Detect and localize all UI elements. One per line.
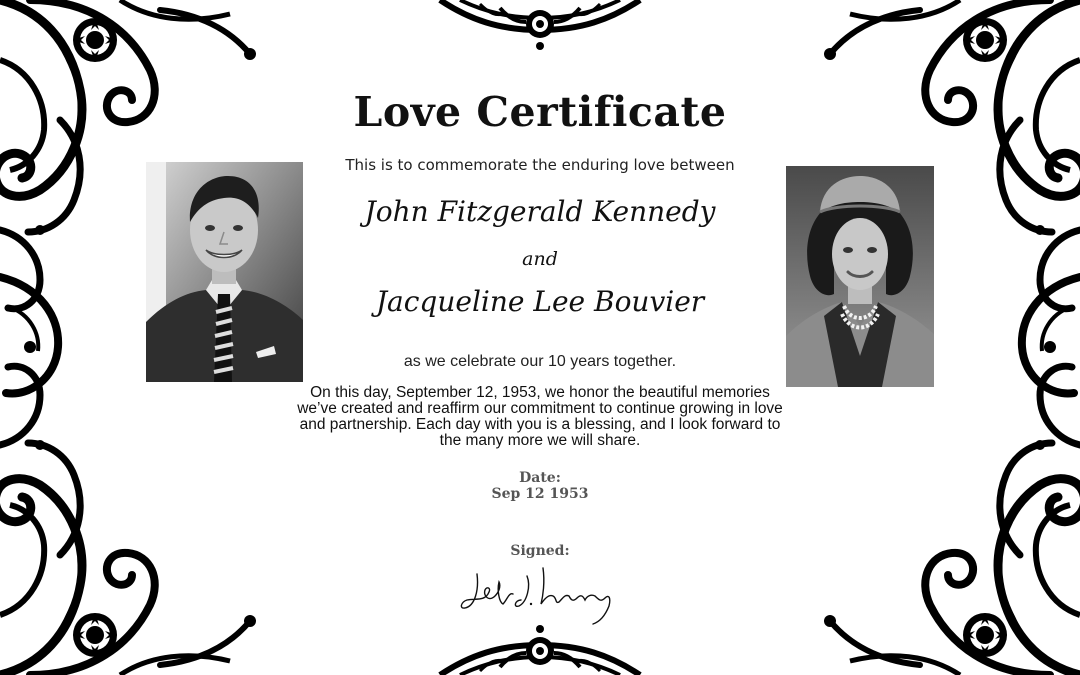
certificate-title: Love Certificate bbox=[353, 88, 727, 136]
man-portrait-icon bbox=[146, 162, 303, 382]
partner-one-name: John Fitzgerald Kennedy bbox=[364, 195, 716, 228]
intro-text: This is to commemorate the enduring love between bbox=[345, 156, 735, 174]
date-value: Sep 12 1953 bbox=[491, 486, 589, 502]
man-portrait-photo bbox=[146, 162, 303, 382]
celebration-text: as we celebrate our 10 years together. bbox=[403, 353, 677, 370]
date-label: Date: bbox=[519, 470, 561, 486]
conjunction-text: and bbox=[522, 248, 558, 270]
woman-portrait-icon bbox=[786, 166, 934, 387]
partner-two-name: Jacqueline Lee Bouvier bbox=[375, 285, 705, 318]
woman-portrait-photo bbox=[786, 166, 934, 387]
message-paragraph: On this day, September 12, 1953, we honor the beautiful memories we’ve created and reaffirm our commitment to continue growing in love and partnership. Each day with you is a blessing, and I look forward to the many more we will share. bbox=[297, 384, 783, 449]
signed-label: Signed: bbox=[510, 543, 570, 559]
signature-image bbox=[455, 562, 625, 632]
